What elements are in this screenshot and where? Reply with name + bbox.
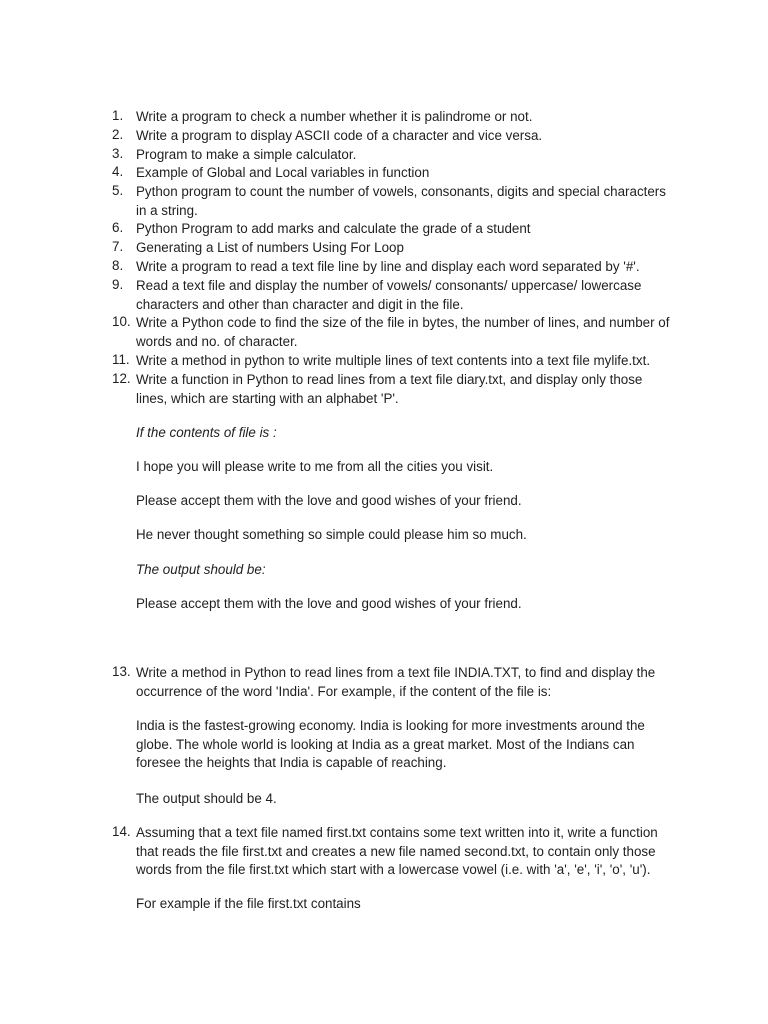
item-text: Python Program to add marks and calculate the grade of a student — [136, 221, 531, 236]
item-text: Write a function in Python to read lines from a text file diary.txt, and display only those lines, which are starting with an alphabet 'P'. — [136, 372, 643, 406]
item-number: 7. — [112, 239, 124, 254]
item-text: Assuming that a text file named first.txt contains some text written into it, write a function that reads the file first.txt and creates a new file named second.txt, to contain only those words from the file first.txt which start with a lowercase vowel (i.e. with 'a', 'e', 'i', 'o', 'u'). — [136, 825, 658, 878]
item-number: 5. — [112, 183, 124, 198]
item-text: Program to make a simple calculator. — [136, 147, 357, 162]
item-text: Write a program to check a number whether it is palindrome or not. — [136, 109, 533, 124]
example-line: I hope you will please write to me from all the cities you visit. — [136, 459, 494, 474]
item-text: Write a Python code to find the size of the file in bytes, the number of lines, and number of words and no. of character. — [136, 315, 670, 349]
item-text: Python program to count the number of vowels, consonants, digits and special characters in a string. — [136, 184, 666, 218]
item-text: Write a method in python to write multiple lines of text contents into a text file mylife.txt. — [136, 353, 651, 368]
item-number: 11. — [112, 352, 130, 367]
item-text: Write a method in Python to read lines from a text file INDIA.TXT, to find and display the occurrence of the word 'India'. For example, if the content of the file is: — [136, 665, 656, 699]
item-text: Generating a List of numbers Using For Loop — [136, 240, 404, 255]
example-line: Please accept them with the love and good wishes of your friend. — [136, 493, 522, 508]
contents-label: If the contents of file is : — [136, 425, 277, 440]
item-number: 4. — [112, 164, 124, 179]
item-number: 6. — [112, 220, 124, 235]
item-text: Example of Global and Local variables in function — [136, 165, 430, 180]
output-line: Please accept them with the love and good wishes of your friend. — [136, 596, 522, 611]
item-number: 12. — [112, 371, 131, 386]
item-number: 3. — [112, 146, 124, 161]
example-line: He never thought something so simple could please him so much. — [136, 527, 527, 542]
item-number: 13. — [112, 664, 131, 679]
example-intro: For example if the file first.txt contains — [136, 896, 361, 911]
example-paragraph: India is the fastest-growing economy. India is looking for more investments around the globe. The whole world is looking at India as a great market. Most of the Indians can foresee the heights that India is capable of reaching. — [136, 718, 645, 771]
output-line: The output should be 4. — [136, 791, 277, 806]
item-number: 14. — [112, 824, 131, 839]
item-text: Write a program to display ASCII code of a character and vice versa. — [136, 128, 543, 143]
item-number: 9. — [112, 277, 124, 292]
item-number: 1. — [112, 108, 124, 123]
item-number: 2. — [112, 127, 124, 142]
output-label: The output should be: — [136, 562, 266, 577]
item-text: Read a text file and display the number of vowels/ consonants/ uppercase/ lowercase characters and other than character and digit in the file. — [136, 278, 642, 312]
item-text: Write a program to read a text file line by line and display each word separated by '#'. — [136, 259, 640, 274]
item-number: 8. — [112, 258, 124, 273]
item-number: 10. — [112, 314, 131, 329]
